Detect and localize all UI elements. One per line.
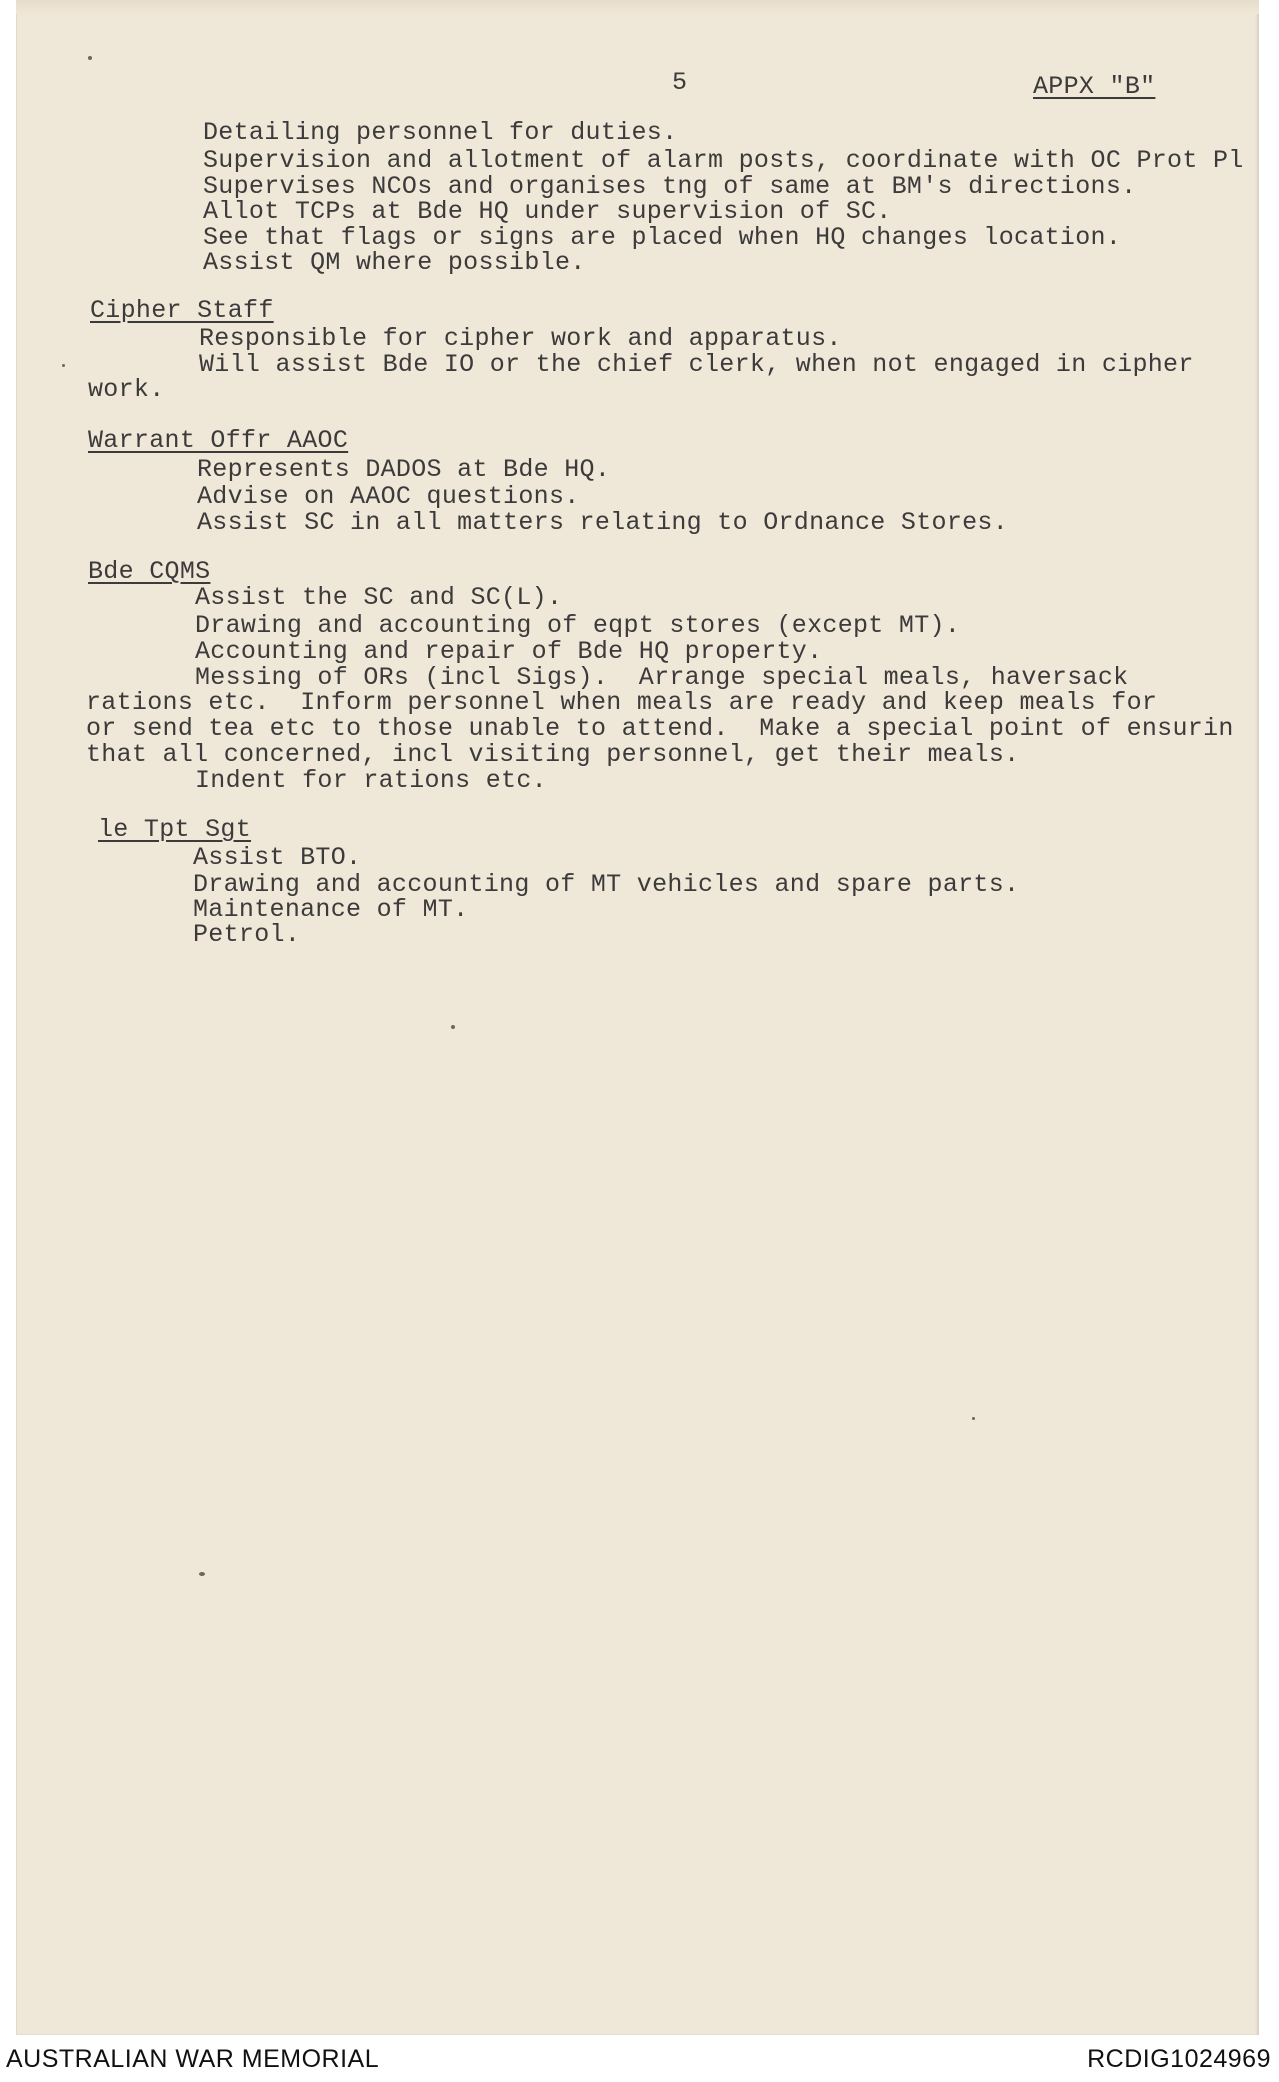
section-line: Assist BTO. <box>193 843 362 872</box>
section-line: Assist SC in all matters relating to Ordnance Stores. <box>197 508 1009 537</box>
section-heading-cipher-staff: Cipher Staff <box>90 296 274 325</box>
archive-id: RCDIG1024969 <box>1087 2045 1271 2073</box>
section-heading-tpt-sgt: le Tpt Sgt <box>98 815 252 844</box>
intro-line: Supervision and allotment of alarm posts, coordinate with OC Prot Pl <box>203 146 1244 175</box>
intro-line: Allot TCPs at Bde HQ under supervision of SC. <box>203 197 892 226</box>
section-line: Messing of ORs (incl Sigs). Arrange special meals, haversack <box>195 663 1129 692</box>
paper-speck <box>62 364 65 367</box>
intro-line: Supervises NCOs and organises tng of same at BM's directions. <box>203 172 1137 201</box>
section-heading-bde-cqms: Bde CQMS <box>88 557 211 586</box>
paper-speck <box>972 1417 975 1420</box>
section-line: Will assist Bde IO or the chief clerk, when not engaged in cipher <box>199 350 1194 379</box>
section-line: Petrol. <box>193 920 301 949</box>
appendix-label: APPX "B" <box>1033 72 1156 101</box>
section-line: work. <box>88 375 165 404</box>
section-line: Maintenance of MT. <box>193 895 469 924</box>
paper-speck <box>451 1025 455 1029</box>
section-line: or send tea etc to those unable to attend. Make a special point of ensurin <box>86 714 1234 743</box>
section-line: Responsible for cipher work and apparatus. <box>199 324 842 353</box>
intro-line: Assist QM where possible. <box>203 248 586 277</box>
section-line: Indent for rations etc. <box>195 766 547 795</box>
page-fold-shadow <box>16 0 1259 14</box>
section-line: Drawing and accounting of eqpt stores (except MT). <box>195 611 961 640</box>
intro-line: Detailing personnel for duties. <box>203 118 678 147</box>
section-line: Drawing and accounting of MT vehicles and spare parts. <box>193 870 1020 899</box>
section-heading-warrant-offr: Warrant Offr AAOC <box>88 426 349 455</box>
paper-speck <box>88 56 92 60</box>
section-line: Advise on AAOC questions. <box>197 482 580 511</box>
section-line: rations etc. Inform personnel when meals are ready and keep meals for <box>86 688 1158 717</box>
section-line: Assist the SC and SC(L). <box>195 583 563 612</box>
section-line: Accounting and repair of Bde HQ property. <box>195 637 823 666</box>
intro-line: See that flags or signs are placed when HQ changes location. <box>203 223 1122 252</box>
section-line: Represents DADOS at Bde HQ. <box>197 455 611 484</box>
page-number: 5 <box>672 68 688 97</box>
section-line: that all concerned, incl visiting personnel, get their meals. <box>86 740 1020 769</box>
paper-speck <box>199 1572 205 1576</box>
archive-credit: AUSTRALIAN WAR MEMORIAL <box>6 2045 380 2073</box>
